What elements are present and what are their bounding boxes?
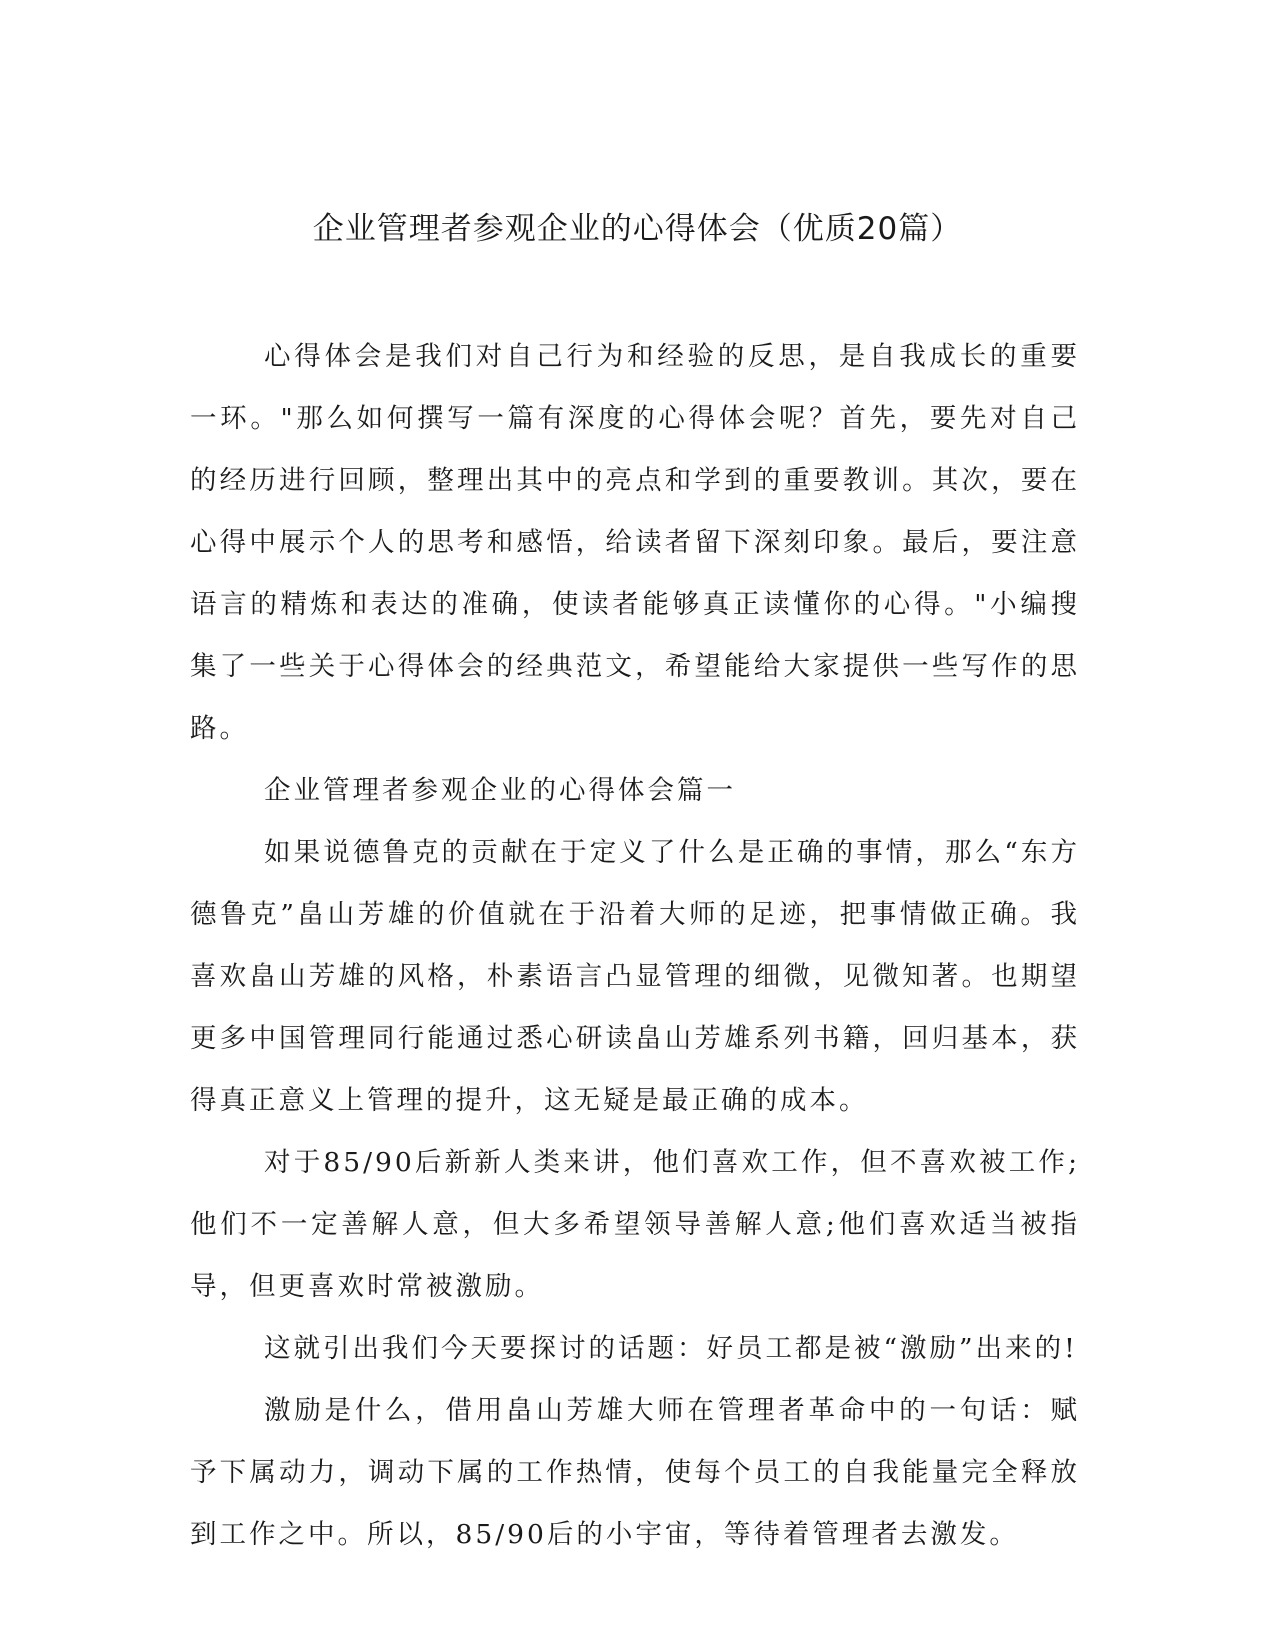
document-body: [190, 326, 1080, 1566]
section-heading: 企业管理者参观企业的心得体会篇一: [264, 775, 736, 806]
paragraph-intro: 心得体会是我们对自己行为和经验的反思，是自我成长的重要一环。"那么如何撰写一篇有深度的心得体会呢？首先，要先对自己的经历进行回顾，整理出其中的亮点和学到的重要教训。其次，要在心得中展示个人的思考和感悟，给读者留下深刻印象。最后，要注意语言的精炼和表达的准确，使读者能够真正读懂你的心得。"小编搜集了一些关于心得体会的经典范文，希望能给大家提供一些写作的思路。: [190, 341, 1080, 744]
paragraph: 激励是什么，借用畠山芳雄大师在管理者革命中的一句话：赋予下属动力，调动下属的工作热情，使每个员工的自我能量完全释放到工作之中。所以，85/90后的小宇宙，等待着管理者去激发。: [190, 1395, 1080, 1550]
paragraph: 这就引出我们今天要探讨的话题：好员工都是被“激励”出来的!: [264, 1333, 1078, 1364]
paragraph: 对于85/90后新新人类来讲，他们喜欢工作，但不喜欢被工作;他们不一定善解人意，但大多希望领导善解人意;他们喜欢适当被指导，但更喜欢时常被激励。: [190, 1147, 1080, 1302]
document-title: 企业管理者参观企业的心得体会（优质20篇）: [312, 211, 963, 247]
paragraph: 如果说德鲁克的贡献在于定义了什么是正确的事情，那么“东方德鲁克”畠山芳雄的价值就在于沿着大师的足迹，把事情做正确。我喜欢畠山芳雄的风格，朴素语言凸显管理的细微，见微知著。也期望更多中国管理同行能通过悉心研读畠山芳雄系列书籍，回归基本，获得真正意义上管理的提升，这无疑是最正确的成本。: [190, 837, 1080, 1116]
